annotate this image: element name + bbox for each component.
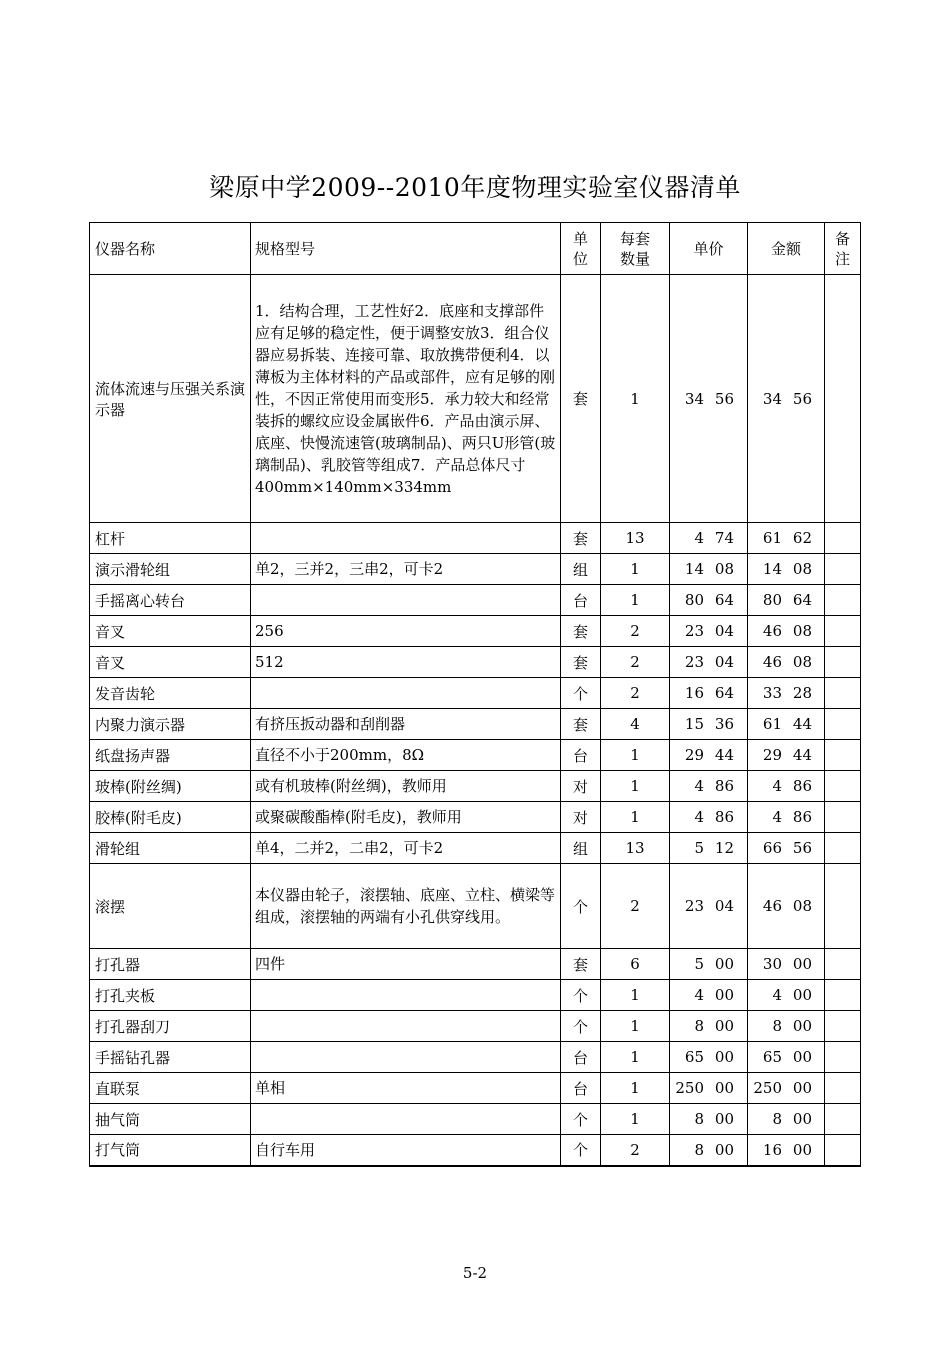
- note-cell: [825, 1042, 861, 1073]
- instrument-name: 内聚力演示器: [90, 709, 251, 740]
- unit-price-fraction: 00: [714, 1017, 734, 1035]
- instrument-spec: 512: [251, 647, 561, 678]
- amount-integer: 16: [762, 1140, 782, 1159]
- note-cell: [825, 585, 861, 616]
- amount-cell: [748, 1073, 825, 1104]
- amount-integer: 30: [762, 955, 782, 973]
- header-price: 单价: [670, 223, 748, 275]
- unit-price-cell: [670, 833, 748, 864]
- note-cell: [825, 678, 861, 709]
- amount-fraction: 08: [792, 897, 812, 915]
- unit-price-fraction: 64: [714, 591, 734, 609]
- instrument-name: 打孔器: [90, 949, 251, 980]
- amount-cell: [748, 275, 825, 523]
- amount-integer: 4: [772, 808, 782, 826]
- quantity-cell: 1: [601, 1073, 670, 1104]
- unit-price-integer: 4: [694, 777, 704, 795]
- amount-fraction: 00: [792, 1017, 812, 1035]
- unit-price-integer: 23: [684, 897, 704, 915]
- note-cell: [825, 1073, 861, 1104]
- instrument-spec: 四件: [251, 949, 561, 980]
- quantity-cell: 1: [601, 771, 670, 802]
- table-row: [90, 1042, 861, 1073]
- amount-cell: [748, 771, 825, 802]
- amount-fraction: 86: [792, 808, 812, 826]
- unit-price-cell: [670, 275, 748, 523]
- unit-cell: 对: [561, 802, 601, 833]
- instrument-name: 手摇钻孔器: [90, 1042, 251, 1073]
- instrument-spec: 或有机玻棒(附丝绸)，教师用: [251, 771, 561, 802]
- unit-price-fraction: 04: [714, 622, 734, 640]
- instrument-name: 打气筒: [90, 1135, 251, 1166]
- unit-price-cell: [670, 802, 748, 833]
- quantity-cell: 1: [601, 275, 670, 523]
- unit-price-fraction: 64: [714, 684, 734, 702]
- unit-price-integer: 80: [684, 591, 704, 609]
- quantity-cell: 1: [601, 1011, 670, 1042]
- amount-fraction: 44: [792, 746, 812, 764]
- instrument-spec: 直径不小于200mm，8Ω: [251, 740, 561, 771]
- note-cell: [825, 1104, 861, 1135]
- unit-price-cell: [670, 554, 748, 585]
- unit-price-cell: [670, 1042, 748, 1073]
- quantity-cell: 1: [601, 740, 670, 771]
- quantity-cell: 2: [601, 678, 670, 709]
- amount-fraction: 00: [792, 1110, 812, 1128]
- table-row: [90, 647, 861, 678]
- table-row: [90, 678, 861, 709]
- instrument-name: 音叉: [90, 647, 251, 678]
- unit-price-fraction: 00: [714, 1110, 734, 1128]
- header-row: [90, 223, 861, 275]
- note-cell: [825, 275, 861, 523]
- unit-cell: 套: [561, 709, 601, 740]
- unit-price-fraction: 04: [714, 897, 734, 915]
- amount-fraction: 00: [792, 1140, 812, 1159]
- amount-fraction: 64: [792, 591, 812, 609]
- unit-price-integer: 4: [694, 986, 704, 1004]
- unit-price-fraction: 36: [714, 715, 734, 733]
- amount-integer: 4: [772, 986, 782, 1004]
- amount-fraction: 56: [792, 389, 812, 408]
- unit-price-cell: [670, 523, 748, 554]
- amount-cell: [748, 616, 825, 647]
- note-cell: [825, 647, 861, 678]
- note-cell: [825, 523, 861, 554]
- unit-price-cell: [670, 771, 748, 802]
- unit-price-fraction: 86: [714, 777, 734, 795]
- table-row: [90, 1011, 861, 1042]
- unit-cell: 台: [561, 585, 601, 616]
- table-row: [90, 523, 861, 554]
- amount-integer: 33: [762, 684, 782, 702]
- unit-price-integer: 5: [694, 955, 704, 973]
- amount-cell: [748, 740, 825, 771]
- quantity-cell: 2: [601, 864, 670, 949]
- unit-cell: 套: [561, 949, 601, 980]
- quantity-cell: 13: [601, 523, 670, 554]
- unit-price-cell: [670, 709, 748, 740]
- amount-cell: [748, 1135, 825, 1166]
- quantity-cell: 1: [601, 980, 670, 1011]
- header-qty: 每套 数量: [601, 223, 670, 275]
- unit-price-fraction: 04: [714, 653, 734, 671]
- table-row: [90, 585, 861, 616]
- table-row: [90, 802, 861, 833]
- quantity-cell: 2: [601, 1135, 670, 1166]
- amount-cell: [748, 833, 825, 864]
- unit-price-integer: 23: [684, 653, 704, 671]
- instrument-name: 打孔夹板: [90, 980, 251, 1011]
- amount-integer: 46: [762, 622, 782, 640]
- table-row: [90, 1135, 861, 1166]
- unit-price-fraction: 00: [714, 1048, 734, 1066]
- amount-integer: 66: [762, 839, 782, 857]
- table-row: [90, 616, 861, 647]
- unit-cell: 台: [561, 740, 601, 771]
- unit-price-cell: [670, 585, 748, 616]
- amount-fraction: 08: [792, 622, 812, 640]
- table-row: [90, 949, 861, 980]
- quantity-cell: 1: [601, 1042, 670, 1073]
- instrument-name: 抽气筒: [90, 1104, 251, 1135]
- note-cell: [825, 616, 861, 647]
- quantity-cell: 6: [601, 949, 670, 980]
- amount-cell: [748, 1011, 825, 1042]
- unit-cell: 套: [561, 616, 601, 647]
- amount-integer: 61: [762, 715, 782, 733]
- note-cell: [825, 802, 861, 833]
- note-cell: [825, 1011, 861, 1042]
- unit-price-cell: [670, 678, 748, 709]
- unit-price-integer: 250: [675, 1079, 704, 1097]
- header-unit: 单 位: [561, 223, 601, 275]
- instrument-name: 演示滑轮组: [90, 554, 251, 585]
- quantity-cell: 1: [601, 1104, 670, 1135]
- table-row: [90, 554, 861, 585]
- table-row: [90, 980, 861, 1011]
- note-cell: [825, 740, 861, 771]
- amount-cell: [748, 585, 825, 616]
- unit-cell: 个: [561, 1011, 601, 1042]
- unit-cell: 套: [561, 275, 601, 523]
- quantity-cell: 1: [601, 585, 670, 616]
- unit-price-integer: 15: [684, 715, 704, 733]
- amount-cell: [748, 554, 825, 585]
- unit-price-fraction: 00: [714, 955, 734, 973]
- instrument-spec: 单4，二并2，二串2，可卡2: [251, 833, 561, 864]
- unit-price-integer: 34: [684, 389, 704, 408]
- unit-cell: 套: [561, 647, 601, 678]
- amount-fraction: 00: [792, 1079, 812, 1097]
- amount-fraction: 44: [792, 715, 812, 733]
- instrument-name: 胶棒(附毛皮): [90, 802, 251, 833]
- amount-fraction: 56: [792, 839, 812, 857]
- unit-price-fraction: 56: [714, 389, 734, 408]
- quantity-cell: 4: [601, 709, 670, 740]
- amount-cell: [748, 980, 825, 1011]
- table-row: [90, 864, 861, 949]
- amount-cell: [748, 1042, 825, 1073]
- unit-cell: 个: [561, 980, 601, 1011]
- unit-price-integer: 8: [694, 1140, 704, 1159]
- instrument-spec: 自行车用: [251, 1135, 561, 1166]
- document-title: 梁原中学2009--2010年度物理实验室仪器清单: [209, 173, 741, 202]
- instrument-spec: [251, 585, 561, 616]
- instrument-spec: [251, 980, 561, 1011]
- unit-price-fraction: 00: [714, 1079, 734, 1097]
- amount-integer: 8: [772, 1017, 782, 1035]
- amount-integer: 4: [772, 777, 782, 795]
- unit-cell: 个: [561, 1135, 601, 1166]
- amount-integer: 34: [762, 389, 782, 408]
- amount-fraction: 00: [792, 955, 812, 973]
- quantity-cell: 1: [601, 802, 670, 833]
- amount-fraction: 00: [792, 986, 812, 1004]
- unit-price-integer: 65: [684, 1048, 704, 1066]
- instrument-name: 滑轮组: [90, 833, 251, 864]
- amount-integer: 61: [762, 529, 782, 547]
- equipment-table: [89, 222, 861, 1167]
- unit-price-integer: 14: [684, 560, 704, 578]
- unit-price-integer: 8: [694, 1110, 704, 1128]
- unit-price-cell: [670, 980, 748, 1011]
- amount-cell: [748, 678, 825, 709]
- instrument-name: 流体流速与压强关系演示器: [90, 275, 251, 523]
- unit-price-integer: 8: [694, 1017, 704, 1035]
- instrument-spec: 或聚碳酸酯棒(附毛皮)，教师用: [251, 802, 561, 833]
- unit-cell: 个: [561, 678, 601, 709]
- instrument-name: 手摇离心转台: [90, 585, 251, 616]
- table-row: [90, 1104, 861, 1135]
- amount-integer: 250: [753, 1079, 782, 1097]
- amount-cell: [748, 1104, 825, 1135]
- unit-price-fraction: 08: [714, 560, 734, 578]
- note-cell: [825, 833, 861, 864]
- unit-price-fraction: 00: [714, 1140, 734, 1159]
- unit-cell: 套: [561, 523, 601, 554]
- instrument-spec: [251, 1011, 561, 1042]
- header-spec: 规格型号: [251, 223, 561, 275]
- note-cell: [825, 771, 861, 802]
- table-row: [90, 709, 861, 740]
- amount-cell: [748, 949, 825, 980]
- unit-cell: 台: [561, 1042, 601, 1073]
- amount-fraction: 62: [792, 529, 812, 547]
- unit-cell: 组: [561, 833, 601, 864]
- unit-price-cell: [670, 864, 748, 949]
- amount-cell: [748, 523, 825, 554]
- instrument-name: 玻棒(附丝绸): [90, 771, 251, 802]
- instrument-name: 滚摆: [90, 864, 251, 949]
- header-amount: 金额: [748, 223, 825, 275]
- amount-fraction: 86: [792, 777, 812, 795]
- note-cell: [825, 949, 861, 980]
- unit-cell: 个: [561, 1104, 601, 1135]
- amount-integer: 80: [762, 591, 782, 609]
- unit-price-cell: [670, 647, 748, 678]
- note-cell: [825, 709, 861, 740]
- quantity-cell: 2: [601, 647, 670, 678]
- amount-fraction: 00: [792, 1048, 812, 1066]
- amount-cell: [748, 709, 825, 740]
- unit-cell: 个: [561, 864, 601, 949]
- instrument-spec: 256: [251, 616, 561, 647]
- amount-integer: 14: [762, 560, 782, 578]
- amount-integer: 29: [762, 746, 782, 764]
- table-row: [90, 771, 861, 802]
- instrument-name: 直联泵: [90, 1073, 251, 1104]
- page-number: 5-2: [462, 1264, 488, 1282]
- instrument-spec: 单2，三并2，三串2，可卡2: [251, 554, 561, 585]
- unit-price-fraction: 86: [714, 808, 734, 826]
- amount-fraction: 08: [792, 653, 812, 671]
- unit-price-cell: [670, 616, 748, 647]
- instrument-name: 纸盘扬声器: [90, 740, 251, 771]
- instrument-name: 打孔器刮刀: [90, 1011, 251, 1042]
- note-cell: [825, 554, 861, 585]
- unit-price-cell: [670, 949, 748, 980]
- unit-price-integer: 4: [694, 529, 704, 547]
- table-row: [90, 740, 861, 771]
- note-cell: [825, 864, 861, 949]
- instrument-name: 发音齿轮: [90, 678, 251, 709]
- instrument-spec: 1．结构合理，工艺性好2．底座和支撑部件应有足够的稳定性，便于调整安放3．组合仪器应易拆装、连接可靠、取放携带便利4．以薄板为主体材料的产品或部件，应有足够的刚性，不因正常使用而变形5．承力较大和经常装拆的螺纹应设金属嵌件6．产品由演示屏、底座、快慢流速管(玻璃制品)、两只U形管(玻璃制品)、乳胶管等组成7．产品总体尺寸400mm×140mm×334mm: [251, 275, 561, 523]
- instrument-name: 音叉: [90, 616, 251, 647]
- unit-price-integer: 16: [684, 684, 704, 702]
- amount-integer: 46: [762, 653, 782, 671]
- amount-cell: [748, 647, 825, 678]
- table-row: [90, 275, 861, 523]
- unit-cell: 台: [561, 1073, 601, 1104]
- amount-integer: 46: [762, 897, 782, 915]
- header-note: 备 注: [825, 223, 861, 275]
- instrument-spec: [251, 1104, 561, 1135]
- instrument-spec: [251, 1042, 561, 1073]
- unit-price-cell: [670, 1104, 748, 1135]
- instrument-spec: [251, 523, 561, 554]
- unit-price-cell: [670, 1073, 748, 1104]
- table-row: [90, 833, 861, 864]
- unit-cell: 组: [561, 554, 601, 585]
- instrument-spec: 本仪器由轮子，滚摆轴、底座、立柱、横梁等组成，滚摆轴的两端有小孔供穿线用。: [251, 864, 561, 949]
- unit-price-cell: [670, 1135, 748, 1166]
- instrument-spec: 单相: [251, 1073, 561, 1104]
- amount-cell: [748, 802, 825, 833]
- unit-cell: 对: [561, 771, 601, 802]
- unit-price-cell: [670, 1011, 748, 1042]
- amount-integer: 65: [762, 1048, 782, 1066]
- quantity-cell: 2: [601, 616, 670, 647]
- unit-price-integer: 23: [684, 622, 704, 640]
- note-cell: [825, 980, 861, 1011]
- instrument-name: 杠杆: [90, 523, 251, 554]
- unit-price-fraction: 00: [714, 986, 734, 1004]
- quantity-cell: 1: [601, 554, 670, 585]
- unit-price-fraction: 12: [714, 839, 734, 857]
- header-name: 仪器名称: [90, 223, 251, 275]
- amount-fraction: 28: [792, 684, 812, 702]
- instrument-spec: 有挤压扳动器和刮削器: [251, 709, 561, 740]
- unit-price-integer: 4: [694, 808, 704, 826]
- table-row: [90, 1073, 861, 1104]
- note-cell: [825, 1135, 861, 1166]
- unit-price-integer: 29: [684, 746, 704, 764]
- unit-price-fraction: 44: [714, 746, 734, 764]
- amount-integer: 8: [772, 1110, 782, 1128]
- unit-price-cell: [670, 740, 748, 771]
- amount-cell: [748, 864, 825, 949]
- unit-price-fraction: 74: [714, 529, 734, 547]
- unit-price-integer: 5: [694, 839, 704, 857]
- quantity-cell: 13: [601, 833, 670, 864]
- instrument-spec: [251, 678, 561, 709]
- amount-fraction: 08: [792, 560, 812, 578]
